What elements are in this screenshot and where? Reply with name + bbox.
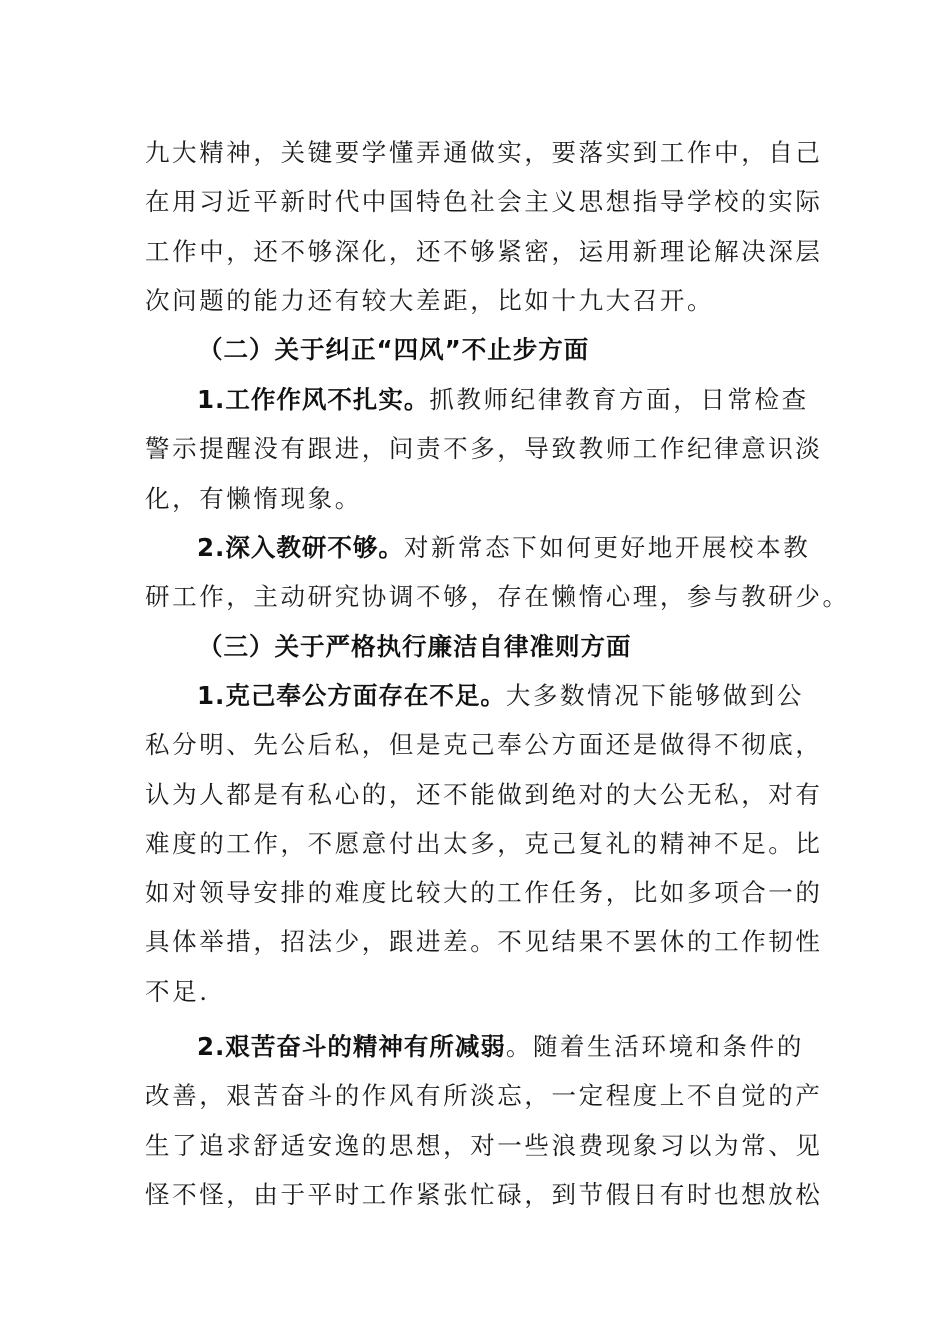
text-line (145, 523, 811, 572)
text-line: 难度的工作，不愿意付出太多，克己复礼的精神不足。比 (145, 828, 823, 858)
text-line: 工作中，还不够深化，还不够紧密，运用新理论解决深层 (145, 236, 823, 266)
paragraph-hard-work (145, 1022, 823, 1219)
text-line: 具体举措，招法少，跟进差。不见结果不罢休的工作韧性 (145, 927, 823, 957)
item-text: 抓教师纪律教育方面，日常检查 (429, 385, 809, 414)
text-line: 生了追求舒适安逸的思想，对一些浪费现象习以为常、见 (145, 1130, 823, 1160)
text-line: 怪不怪，由于平时工作紧张忙碌，到节假日有时也想放松 (145, 1179, 823, 1209)
item-lead: 2.深入教研不够。 (197, 533, 404, 562)
paragraph-self-discipline (145, 671, 823, 1016)
text-line: 认为人都是有私心的，还不能做到绝对的大公无私，对有 (145, 779, 823, 809)
text-line: 研工作，主动研究协调不够，存在懒惰心理，参与教研少。 (145, 582, 850, 612)
section-heading-3: （三）关于严格执行廉洁自律准则方面 (198, 632, 632, 661)
section-heading-2: （二）关于纠正“四风”不止步方面 (198, 335, 590, 364)
item-lead: 1.工作作风不扎实。 (197, 385, 430, 414)
text-line: 九大精神，关键要学懂弄通做实，要落实到工作中，自己 (145, 138, 823, 167)
text-line: 化，有懒惰现象。 (145, 483, 362, 513)
item-text: 。随着生活环境和条件的 (505, 1032, 804, 1061)
paragraph-work-style (145, 375, 823, 523)
text-line: 如对领导安排的难度比较大的工作任务，比如多项合一的 (145, 878, 823, 908)
text-line: 警示提醒没有跟进，问责不多，导致教师工作纪律意识淡 (145, 434, 823, 464)
text-line (145, 1022, 805, 1071)
item-text: 大多数情况下能够做到公 (505, 681, 804, 710)
item-lead: 1.克己奉公方面存在不足。 (197, 681, 506, 710)
text-line (145, 671, 805, 720)
text-line: 次问题的能力还有较大差距，比如十九大召开。 (145, 285, 715, 315)
text-line (145, 375, 809, 424)
item-lead: 2.艰苦奋斗的精神有所减弱 (197, 1032, 506, 1061)
item-text: 对新常态下如何更好地开展校本教 (403, 533, 811, 562)
paragraph-teaching-research (145, 523, 850, 622)
paragraph-continuation (145, 128, 823, 325)
text-line: 不足. (145, 976, 210, 1006)
text-line: 在用习近平新时代中国特色社会主义思想指导学校的实际 (145, 187, 823, 217)
text-line: 私分明、先公后私，但是克己奉公方面还是做得不彻底， (145, 730, 823, 760)
text-line: 改善，艰苦奋斗的作风有所淡忘，一定程度上不自觉的产 (145, 1081, 823, 1111)
